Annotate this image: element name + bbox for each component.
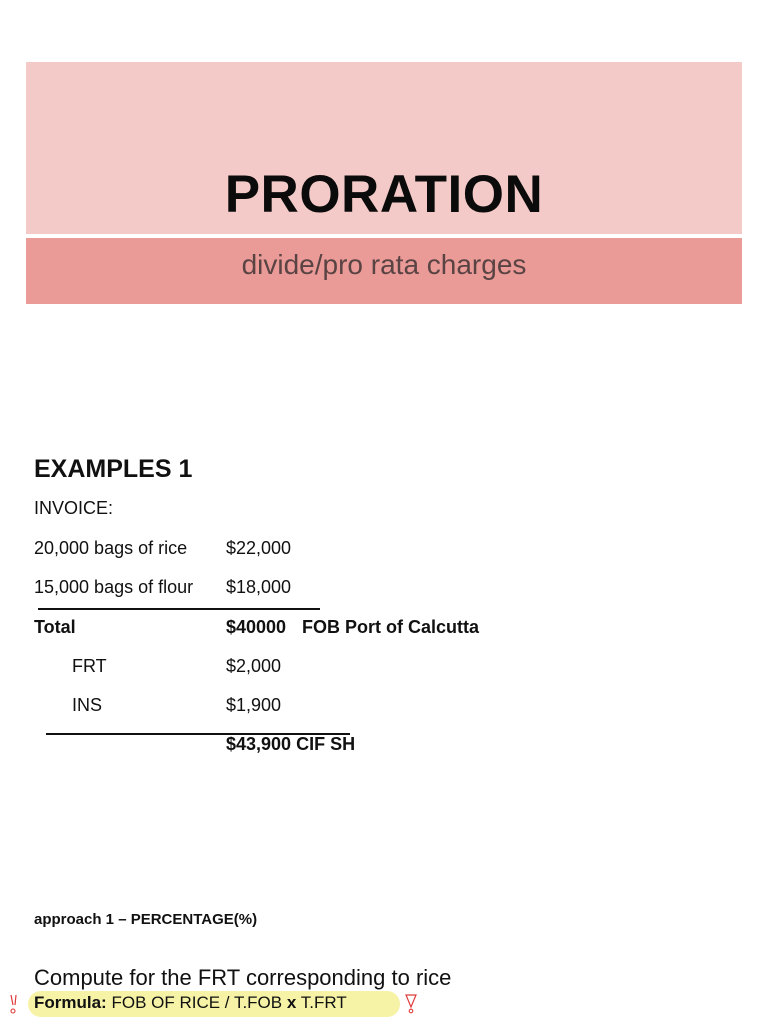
formula-line: [34, 993, 347, 1013]
subtotal-rule: [38, 608, 320, 610]
formula-factor: T.FRT: [300, 993, 347, 1012]
invoice-row-value: $22,000: [226, 538, 292, 558]
annotation-mark-left-icon: [8, 994, 20, 1016]
total-label: Total: [34, 617, 76, 637]
invoice-label: INVOICE:: [34, 498, 114, 518]
annotation-mark-right-icon: [404, 993, 418, 1015]
approach-title: approach 1 – PERCENTAGE(%): [34, 911, 258, 928]
formula-operator: x: [286, 993, 297, 1012]
charge-value: $1,900: [226, 695, 282, 715]
example-heading: EXAMPLES 1: [34, 455, 193, 483]
subtitle-banner: [26, 238, 742, 304]
charge-label: FRT: [72, 656, 107, 676]
title-banner: [26, 62, 742, 234]
formula-numerator: FOB OF RICE / T.FOB: [111, 993, 283, 1012]
charge-value: $2,000: [226, 656, 282, 676]
formula-label: Formula:: [34, 993, 107, 1012]
charge-label: INS: [72, 695, 103, 715]
page-subtitle: divide/pro rata charges: [241, 249, 527, 280]
approach-question: Compute for the FRT corresponding to rice: [34, 965, 452, 990]
total-terms: FOB Port of Calcutta: [302, 617, 480, 637]
total-value: $40000: [226, 617, 287, 637]
page-title: PRORATION: [224, 165, 544, 224]
grand-total-value: $43,900 CIF SH: [226, 734, 356, 754]
invoice-row-label: 20,000 bags of rice: [34, 538, 188, 558]
invoice-row-value: $18,000: [226, 577, 292, 597]
invoice-row-label: 15,000 bags of flour: [34, 577, 194, 597]
